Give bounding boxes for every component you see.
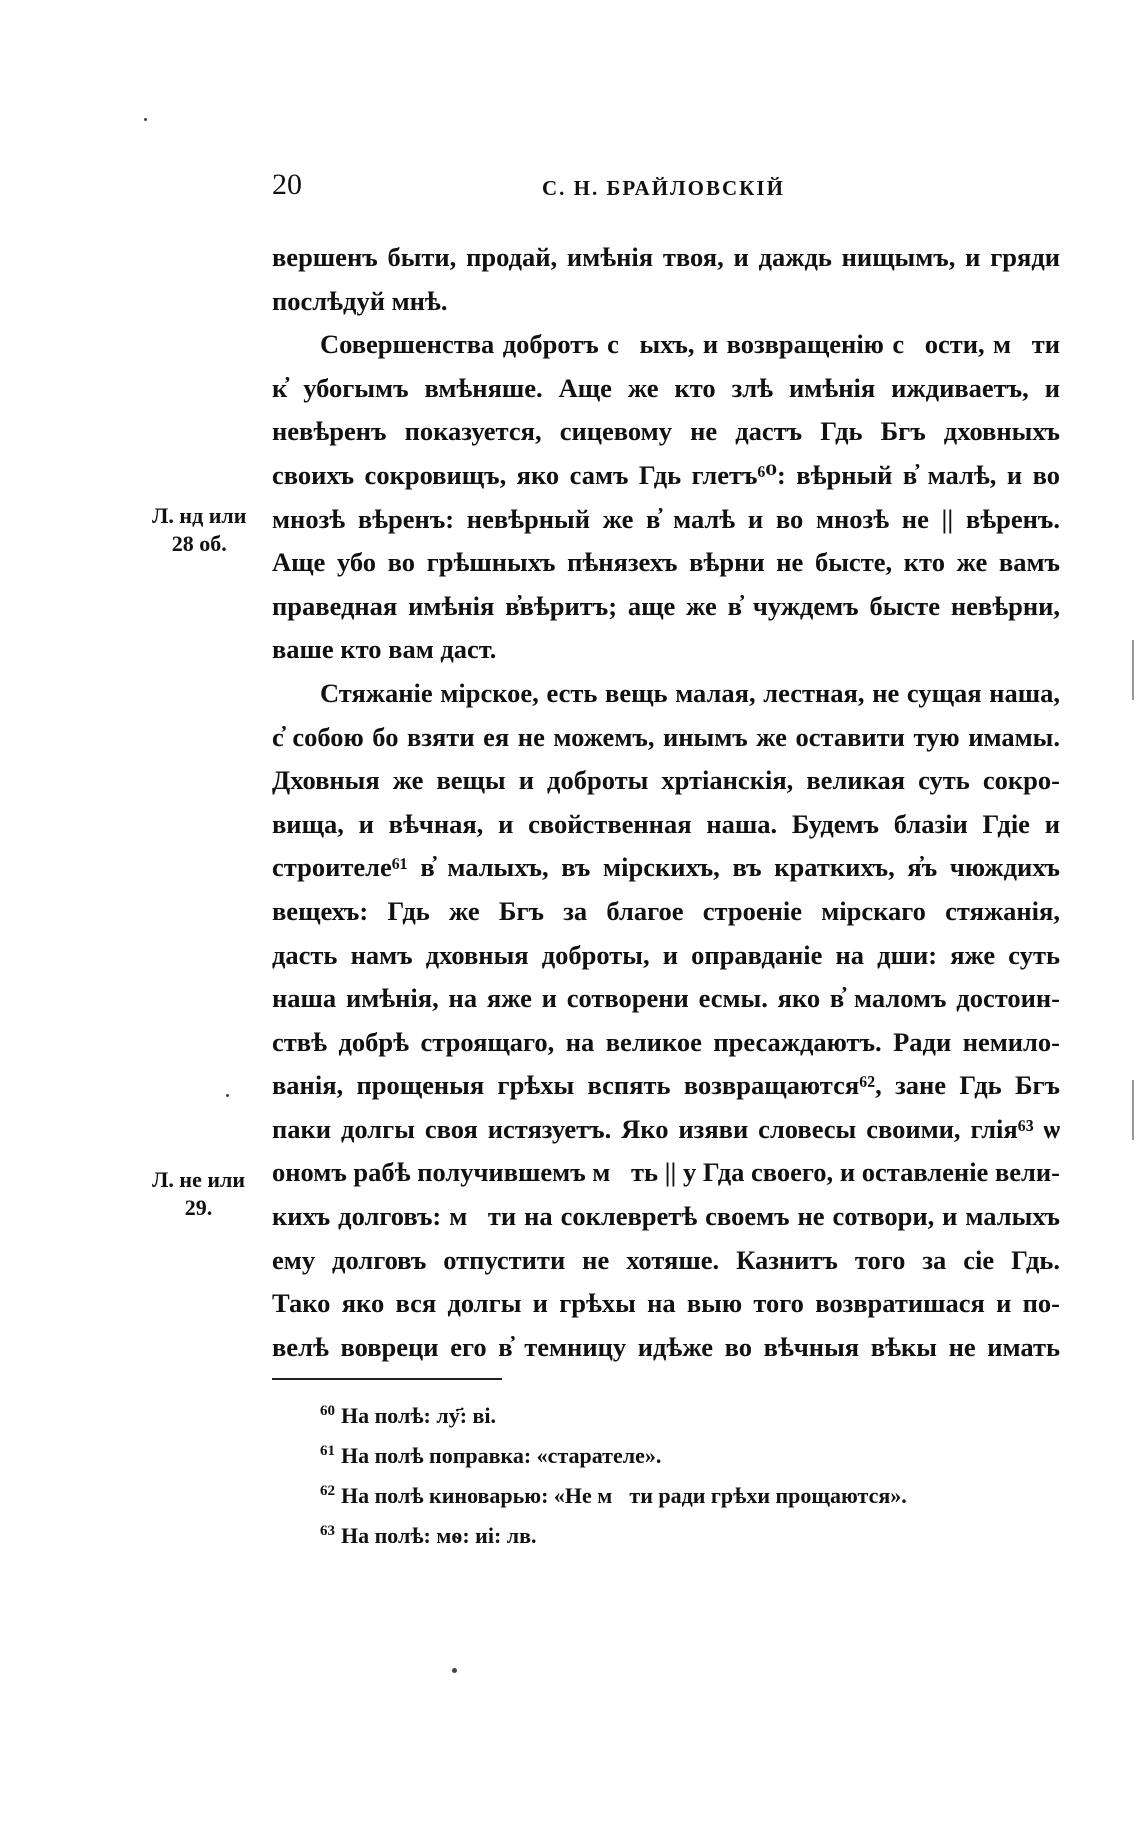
text-line: Аще убо во грѣшныхъ пѣнязехъ вѣрни не бысте, кто же вамъ [272, 547, 1060, 578]
page-header [272, 168, 1062, 208]
margin-note-folio: Л. не или [152, 1167, 246, 1192]
footnote-text: На полѣ: лу҃: ві. [341, 1403, 497, 1428]
footnote-divider [272, 1378, 502, 1380]
footnotes [320, 1396, 1060, 1556]
scan-edge-mark [1132, 1080, 1134, 1140]
margin-note-page: 29. [184, 1195, 213, 1220]
text-line: ваше кто вам даст. [272, 634, 497, 665]
text-line: ономъ рабѣ получившемъ мⷧть || у Гда своего, и оставленіе вели- [272, 1157, 1060, 1188]
text-line: мнозѣ вѣренъ: невѣрный же в҆ малѣ и во мнозѣ не || вѣренъ. [272, 503, 1060, 534]
text-line: ванія, прощеныя грѣхы вспять возвращаются⁶², зане Гдь Бгъ [272, 1070, 1060, 1101]
footnote-number: 62 [320, 1482, 335, 1499]
text-line: велѣ вовреци его в҆ темницу идѣже во вѣчныя вѣкы не имать [272, 1331, 1060, 1362]
footnote [320, 1516, 1060, 1556]
text-line: своихъ сокровищъ, яко самъ Гдь глетъ⁶⁰: вѣрный в҆ малѣ, и во [272, 459, 1060, 490]
text-line: Тако яко вся долгы и грѣхы на выю того возвратишася и по- [272, 1288, 1060, 1319]
footnote [320, 1436, 1060, 1476]
text-line: вища, и вѣчная, и свойственная наша. Будемъ блазіи Гдіе и [272, 808, 1060, 839]
text-line: с҆ собою бо взяти ея не можемъ, инымъ же оставити тую имамы. [272, 721, 1060, 752]
footnote-number: 63 [320, 1522, 335, 1539]
scan-speck [452, 1668, 457, 1673]
footnote-text: На полѣ: мѳ: иі: лв. [341, 1523, 537, 1548]
text-line: вершенъ быти, продай, имѣнія твоя, и даждь нищымъ, и гряди [272, 242, 1060, 272]
footnote-number: 61 [320, 1442, 335, 1459]
margin-note [152, 1166, 245, 1222]
footnote [320, 1476, 1060, 1516]
footnote-text: На полѣ поправка: «старателе». [341, 1443, 662, 1468]
margin-note-page: 28 об. [171, 531, 227, 556]
margin-note-folio: Л. нд или [152, 503, 247, 528]
text-line: кихъ долговъ: мⷧти на соклевретѣ своемъ не сотвори, и малыхъ [272, 1201, 1060, 1232]
text-line: праведная имѣнія в҆вѣритъ; аще же в҆ чуждемъ бысте невѣрни, [272, 590, 1060, 621]
text-line: Дховныя же вещы и доброты хртіанскія, великая суть сокро- [272, 765, 1060, 796]
footnote-text: На полѣ киноварью: «Не мⷧти ради грѣхи прощаются». [341, 1483, 907, 1508]
text-line: послѣдуй мнѣ. [272, 285, 448, 316]
page-number: 20 [272, 168, 302, 201]
text-line: вещехъ: Гдь же Бгъ за благое строеніе мірскаго стяжанія, [272, 895, 1060, 926]
scan-speck [144, 118, 147, 121]
text-line: невѣренъ показуется, сицевому не дастъ Гдь Бгъ дховныхъ [272, 416, 1060, 447]
text-line: Стяжаніе мірское, есть вещь малая, лестная, не сущая наша, [320, 677, 1060, 708]
text-line: ствѣ добрѣ строящаго, на великое пресаждаютъ. Ради немило- [272, 1026, 1060, 1057]
text-line: дасть намъ дховныя доброты, и оправданіе на дши: яже суть [272, 939, 1060, 970]
footnote-number: 60 [320, 1402, 335, 1419]
running-head: С. Н. БРАЙЛОВСКІЙ [542, 176, 785, 200]
footnote [320, 1396, 1060, 1436]
text-line: к҆ убогымъ вмѣняше. Аще же кто злѣ имѣнія иждиваетъ, и [272, 372, 1060, 403]
margin-note [152, 502, 246, 558]
main-text [272, 236, 1060, 1369]
text-line: строителе⁶¹ в҆ малыхъ, въ мірскихъ, въ краткихъ, я҆ъ чюждихъ [272, 852, 1060, 883]
text-line: наша имѣнія, на яже и сотворени есмы. яко в҆ маломъ достоин- [272, 983, 1060, 1014]
text-line: ему долговъ отпустити не хотяше. Казнитъ того за сіе Гдь. [272, 1244, 1060, 1275]
scan-edge-mark [1132, 640, 1134, 700]
scan-speck [226, 1094, 229, 1097]
text-line: паки долгы своя истязуетъ. Яко изяви словесы своими, глія⁶³ ѡ [272, 1113, 1060, 1144]
text-line: Совершенства добротъ сⷮыхъ, и возвращенію сⷮости, мⷧти [320, 329, 1060, 360]
